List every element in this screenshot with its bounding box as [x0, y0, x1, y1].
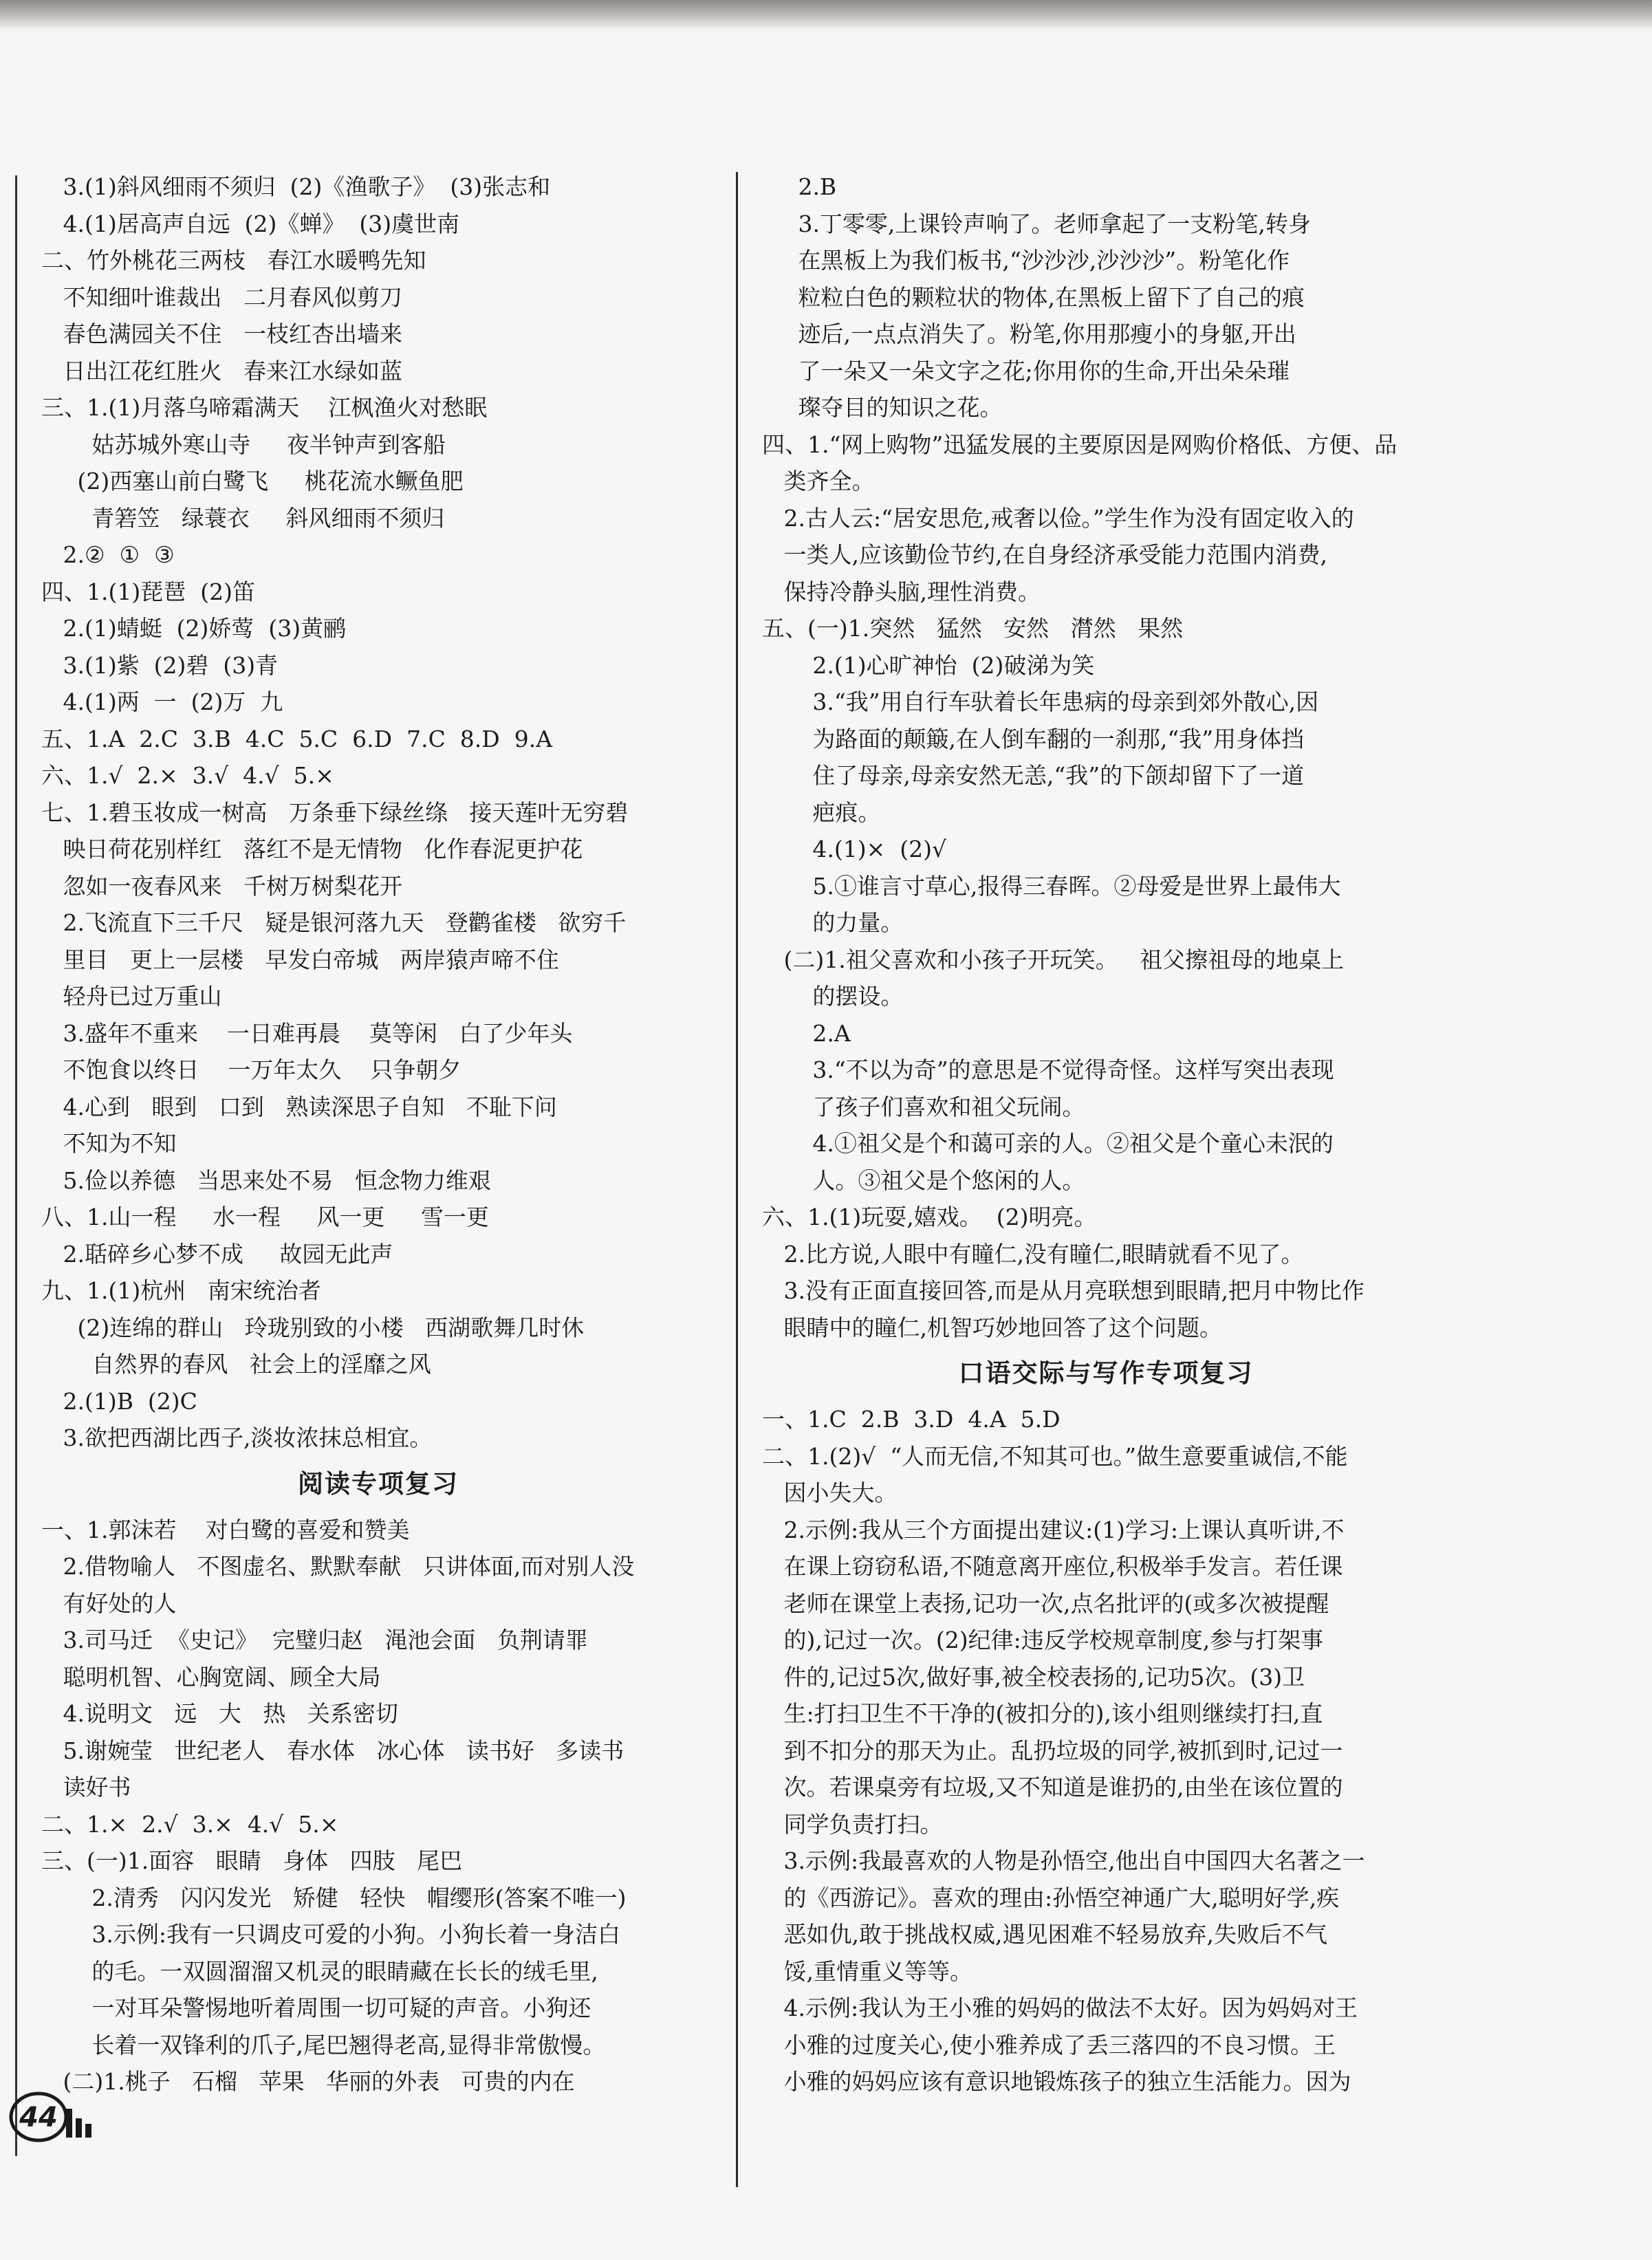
answer-line: 迹后,一点点消失了。粉笔,你用那瘦小的身躯,开出 — [762, 320, 1296, 347]
answer-line: 5.谢婉莹 世纪老人 春水体 冰心体 读书好 多读书 — [41, 1737, 624, 1764]
answer-line: 为路面的颠簸,在人倒车翻的一刹那,“我”用身体挡 — [762, 725, 1305, 752]
answer-line: 一类人,应该勤俭节约,在自身经济承受能力范围内消费, — [762, 541, 1327, 568]
answer-line: (2)西塞山前白鹭飞 桃花流水鳜鱼肥 — [41, 468, 464, 495]
page-corner-bars-icon — [63, 2105, 118, 2139]
answer-line: 四、1.(1)琵琶 (2)笛 — [41, 578, 255, 605]
answer-line: 日出江花红胜火 春来江水绿如蓝 — [41, 357, 402, 384]
answer-line: 3.(1)紫 (2)碧 (3)青 — [41, 651, 279, 679]
answer-line: 四、1.“网上购物”迅猛发展的主要原因是网购价格低、方便、品 — [762, 431, 1398, 458]
answer-line: 3.丁零零,上课铃声响了。老师拿起了一支粉笔,转身 — [762, 210, 1311, 237]
answer-line: 一对耳朵警惕地听着周围一切可疑的声音。小狗还 — [41, 1995, 591, 2021]
answer-line: 在课上窃窃私语,不随意离开座位,积极举手发言。若任课 — [762, 1553, 1343, 1580]
answer-line: (二)1.祖父喜欢和小孩子开玩笑。 祖父擦祖母的地桌上 — [762, 946, 1345, 973]
answer-line: 3.司马迁 《史记》 完璧归赵 渑池会面 负荆请罪 — [41, 1627, 588, 1653]
answer-line: 同学负责打扫。 — [762, 1810, 943, 1838]
answer-line: 5.①谁言寸草心,报得三春晖。②母爱是世界上最伟大 — [762, 872, 1341, 900]
answer-line: 3.盛年不重来 一日难再晨 莫等闲 白了少年头 — [41, 1019, 573, 1047]
answer-line: 一、1.郭沫若 对白鹭的喜爱和赞美 — [41, 1516, 410, 1543]
answer-line: 三、1.(1)月落乌啼霜满天 江枫渔火对愁眠 — [41, 394, 488, 421]
answer-line: 馁,重情重义等等。 — [762, 1957, 972, 1985]
right-column — [762, 169, 1450, 2100]
answer-line: 五、1.A 2.C 3.B 4.C 5.C 6.D 7.C 8.D 9.A — [41, 725, 553, 752]
answer-line: 粒粒白色的颗粒状的物体,在黑板上留下了自己的痕 — [762, 283, 1305, 311]
answer-line: 眼睛中的瞳仁,机智巧妙地回答了这个问题。 — [762, 1314, 1222, 1341]
answer-line: 2.A — [762, 1019, 851, 1047]
answer-line: 3.示例:我最喜欢的人物是孙悟空,他出自中国四大名著之一 — [762, 1847, 1365, 1874]
answer-line: 六、1.√ 2.× 3.√ 4.√ 5.× — [41, 762, 334, 789]
answer-line: 4.说明文 远 大 热 关系密切 — [41, 1700, 398, 1727]
answer-line: 2.(1)B (2)C — [41, 1387, 197, 1415]
answer-line: 2.聒碎乡心梦不成 故园无此声 — [41, 1240, 393, 1268]
answer-line: 2.借物喻人 不图虚名、默默奉献 只讲体面,而对别人没 — [41, 1553, 635, 1580]
answer-line: 九、1.(1)杭州 南宋统治者 — [41, 1277, 321, 1304]
answer-line: 5.俭以养德 当思来处不易 恒念物力维艰 — [41, 1166, 491, 1194]
page-top-scan-edge — [0, 0, 1652, 30]
answer-line: 了孩子们喜欢和祖父玩闹。 — [762, 1093, 1085, 1120]
left-answers-part2 — [41, 1512, 715, 2100]
answer-line: 住了母亲,母亲安然无恙,“我”的下颌却留下了一道 — [762, 762, 1305, 789]
answer-line: 老师在课堂上表扬,记功一次,点名批评的(或多次被提醒 — [762, 1589, 1329, 1617]
answer-line: 4.心到 眼到 口到 熟读深思子自知 不耻下问 — [41, 1093, 557, 1120]
answer-line: 4.(1)× (2)√ — [762, 836, 947, 862]
answer-line: 读好书 — [41, 1774, 131, 1801]
answer-line: 有好处的人 — [41, 1589, 177, 1617]
answer-line: 类齐全。 — [762, 468, 875, 495]
answer-line: 2.比方说,人眼中有瞳仁,没有瞳仁,眼睛就看不见了。 — [762, 1240, 1304, 1268]
answer-line: 3.没有正面直接回答,而是从月亮联想到眼睛,把月中物比作 — [762, 1277, 1365, 1304]
answer-line: 3.(1)斜风细雨不须归 (2)《渔歌子》 (3)张志和 — [41, 173, 551, 200]
answer-line: 2.(1)心旷神怡 (2)破涕为笑 — [762, 651, 1095, 679]
answer-line: 的力量。 — [762, 909, 904, 936]
answer-line: 2.古人云:“居安思危,戒奢以俭。”学生作为没有固定收入的 — [762, 504, 1354, 532]
answer-line: 姑苏城外寒山寺 夜半钟声到客船 — [41, 431, 446, 458]
answer-line: 轻舟已过万重山 — [41, 983, 222, 1010]
answer-line: 七、1.碧玉妆成一树高 万条垂下绿丝绦 接天莲叶无穷碧 — [41, 798, 629, 826]
right-answers-part1 — [762, 169, 1450, 1346]
answer-line: 2.② ① ③ — [41, 541, 175, 568]
answer-line: 3.欲把西湖比西子,淡妆浓抹总相宜。 — [41, 1424, 433, 1451]
answer-line: 4.①祖父是个和蔼可亲的人。②祖父是个童心未泯的 — [762, 1130, 1334, 1157]
answer-line: 人。③祖父是个悠闲的人。 — [762, 1166, 1085, 1194]
answer-line: 2.B — [762, 173, 837, 200]
answer-line: 三、(一)1.面容 眼睛 身体 四肢 尾巴 — [41, 1847, 463, 1874]
answer-line: 的《西游记》。喜欢的理由:孙悟空神通广大,聪明好学,疾 — [762, 1884, 1340, 1911]
answer-line: 2.示例:我从三个方面提出建议:(1)学习:上课认真听讲,不 — [762, 1516, 1345, 1543]
answer-line: 不饱食以终日 一万年太久 只争朝夕 — [41, 1056, 461, 1083]
answer-line: 的),记过一次。(2)纪律:违反学校规章制度,参与打架事 — [762, 1627, 1324, 1653]
answer-line: 映日荷花别样红 落红不是无情物 化作春泥更护花 — [41, 836, 583, 862]
answer-line: 春色满园关不住 一枝红杏出墙来 — [41, 320, 402, 347]
answer-line: 不知为不知 — [41, 1130, 177, 1157]
answer-line: 生:打扫卫生不干净的(被扣分的),该小组则继续打扫,直 — [762, 1700, 1323, 1727]
answer-line: 小雅的妈妈应该有意识地锻炼孩子的独立生活能力。因为 — [762, 2068, 1351, 2095]
left-column — [41, 169, 715, 2100]
answer-line: 不知细叶谁裁出 二月春风似剪刀 — [41, 283, 402, 311]
binding-edge-line — [15, 175, 17, 2156]
answer-line: 小雅的过度关心,使小雅养成了丢三落四的不良习惯。王 — [762, 2031, 1336, 2058]
answer-line: 聪明机智、心胸宽阔、顾全大局 — [41, 1663, 381, 1691]
answer-line: 二、1.(2)√ “人而无信,不知其可也。”做生意要重诚信,不能 — [762, 1442, 1348, 1470]
answer-line: 二、1.× 2.√ 3.× 4.√ 5.× — [41, 1810, 339, 1838]
answer-line: 2.飞流直下三千尺 疑是银河落九天 登鹳雀楼 欲穷千 — [41, 909, 627, 936]
answer-line: 3.示例:我有一只调皮可爱的小狗。小狗长着一身洁白 — [41, 1921, 621, 1948]
answer-line: 六、1.(1)玩耍,嬉戏。 (2)明亮。 — [762, 1204, 1097, 1230]
answer-line: (二)1.桃子 石榴 苹果 华丽的外表 可贵的内在 — [41, 2068, 575, 2095]
right-answers-part2 — [762, 1401, 1450, 2100]
answer-line: 璨夺目的知识之花。 — [762, 394, 1003, 421]
answer-line: 4.(1)居高声自远 (2)《蝉》 (3)虞世南 — [41, 210, 460, 237]
answer-line: (2)连绵的群山 玲珑别致的小楼 西湖歌舞几时休 — [41, 1314, 585, 1341]
answer-line: 3.“不以为奇”的意思是不觉得奇怪。这样写突出表现 — [762, 1056, 1334, 1083]
answer-line: 五、(一)1.突然 猛然 安然 潸然 果然 — [762, 615, 1184, 642]
answer-line: 4.示例:我认为王小雅的妈妈的做法不太好。因为妈妈对王 — [762, 1995, 1358, 2021]
answer-line: 里目 更上一层楼 早发白帝城 两岸猿声啼不住 — [41, 946, 559, 973]
answer-line: 到不扣分的那天为止。乱扔垃圾的同学,被抓到时,记过一 — [762, 1737, 1343, 1764]
answer-line: 2.清秀 闪闪发光 矫健 轻快 帽缨形(答案不唯一) — [41, 1884, 627, 1911]
answer-line: 恶如仇,敢于挑战权威,遇见困难不轻易放弃,失败后不气 — [762, 1921, 1327, 1948]
answer-line: 的毛。一双圆溜溜又机灵的眼睛藏在长长的绒毛里, — [41, 1957, 598, 1985]
answer-line: 青箬笠 绿蓑衣 斜风细雨不须归 — [41, 504, 445, 532]
left-answers-part1 — [41, 169, 715, 1457]
answer-line: 忽如一夜春风来 千树万树梨花开 — [41, 872, 402, 900]
answer-line: 次。若课桌旁有垃圾,又不知道是谁扔的,由坐在该位置的 — [762, 1774, 1343, 1801]
column-divider — [736, 172, 738, 2187]
answer-line: 疤痕。 — [762, 798, 881, 826]
page-number: 44 — [19, 2102, 58, 2133]
answer-line: 4.(1)两 一 (2)万 九 — [41, 688, 283, 715]
answer-line: 因小失大。 — [762, 1479, 898, 1506]
answer-line: 2.(1)蜻蜓 (2)娇莺 (3)黄鹂 — [41, 615, 347, 642]
answer-line: 一、1.C 2.B 3.D 4.A 5.D — [762, 1406, 1061, 1433]
answer-line: 二、竹外桃花三两枝 春江水暖鸭先知 — [41, 247, 426, 274]
answer-line: 件的,记过5次,做好事,被全校表扬的,记功5次。(3)卫 — [762, 1663, 1305, 1691]
answer-line: 在黑板上为我们板书,“沙沙沙,沙沙沙”。粉笔化作 — [762, 247, 1290, 274]
answer-line: 3.“我”用自行车驮着长年患病的母亲到郊外散心,因 — [762, 688, 1319, 715]
answer-line: 自然界的春风 社会上的淫靡之风 — [41, 1351, 431, 1378]
speaking-writing-section-title: 口语交际与写作专项复习 — [958, 1358, 1254, 1388]
answer-line: 八、1.山一程 水一程 风一更 雪一更 — [41, 1204, 489, 1230]
answer-line: 的摆设。 — [762, 983, 904, 1010]
answer-line: 了一朵又一朵文字之花;你用你的生命,开出朵朵璀 — [762, 357, 1290, 384]
reading-section-title: 阅读专项复习 — [298, 1468, 459, 1499]
answer-line: 保持冷静头脑,理性消费。 — [762, 578, 1041, 605]
answer-line: 长着一双锋利的爪子,尾巴翘得老高,显得非常傲慢。 — [41, 2031, 606, 2058]
